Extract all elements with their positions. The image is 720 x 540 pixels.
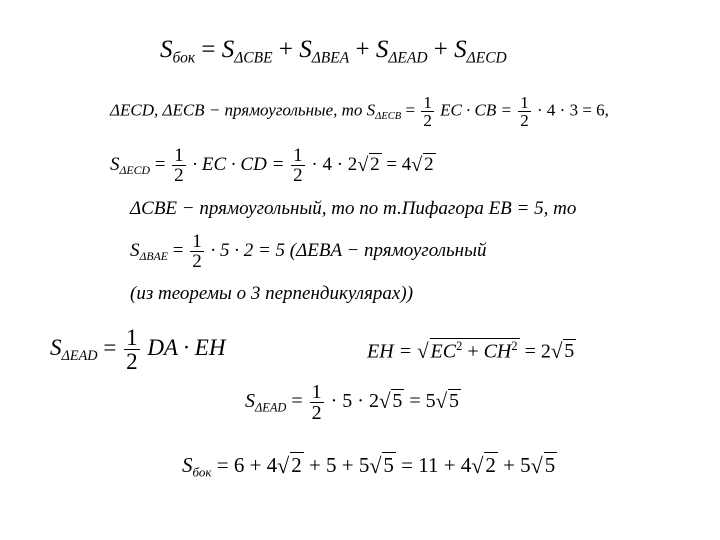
right-triangles-text: ΔECD, ΔECB − прямоугольные, то (110, 100, 367, 120)
fraction-one-half (518, 94, 531, 129)
equals-sign: = (172, 239, 184, 261)
result-expression: = 2 (524, 340, 551, 363)
area-subscript: ΔEAD (61, 347, 98, 364)
square-root: √ 5 (369, 453, 394, 479)
bae-area-equation (130, 232, 486, 271)
plus-sign: + (462, 340, 484, 363)
eh-lhs: EH = (367, 340, 413, 363)
sum-part: = 6 + 4 (216, 453, 278, 477)
equals-sign: = (103, 334, 117, 360)
radicand: 5 (392, 390, 403, 413)
square-root: √ 2 (411, 153, 434, 176)
area-symbol: S (110, 153, 120, 175)
term-s-ecd-sub: ΔECD (466, 49, 507, 67)
term-s-ead-sub: ΔEAD (388, 49, 428, 67)
ead-area-formula (50, 326, 225, 373)
fraction-one-half (190, 232, 204, 271)
denominator: 2 (174, 165, 184, 186)
fraction-one-half (291, 146, 305, 185)
square-root: √ 5 (550, 339, 575, 364)
plus-sign: + (433, 36, 448, 63)
lateral-subscript: бок (192, 464, 212, 480)
equals-sign: = (405, 100, 416, 120)
plus-sign: + (278, 36, 293, 63)
equals-sign: = (291, 390, 303, 413)
ecd-area-equation (110, 146, 436, 185)
lateral-subscript: бок (172, 49, 196, 67)
eh-length-equation (367, 338, 576, 363)
sum-part: + 5 + 5 (308, 453, 370, 477)
result-expression: · 5 · 2 = 5 (ΔEBA − прямоугольный (210, 239, 487, 261)
denominator: 2 (311, 402, 322, 424)
result-expression: = 5 (409, 390, 436, 413)
area-subscript: ΔBAE (139, 249, 168, 263)
term-s-ead: S (375, 36, 389, 63)
ecb-area-statement (110, 94, 609, 129)
numerator: 1 (520, 93, 529, 112)
denominator: 2 (520, 111, 529, 130)
denominator: 2 (423, 111, 432, 130)
area-symbol: S (182, 453, 193, 477)
equals-sign: = (154, 153, 166, 175)
term-s-bea-sub: ΔBEA (311, 49, 350, 67)
theorem-note-text: (из теоремы о 3 перпендикулярах)) (130, 283, 414, 304)
radicand: 2 (370, 153, 380, 175)
term-s-ecd: S (454, 36, 467, 63)
lateral-area-sum-equation (160, 36, 507, 67)
square-root: √ 5 (435, 389, 460, 414)
numerator: 1 (126, 325, 138, 350)
product-expression: · 5 · 2 (330, 390, 379, 413)
area-symbol: S (160, 36, 173, 63)
radicand: 5 (544, 453, 556, 477)
term-s-cbe: S (221, 36, 235, 63)
numerator: 1 (293, 145, 303, 166)
area-subscript: ΔECD (119, 163, 150, 177)
product-expression: EC · CB = (440, 100, 512, 120)
radicand: 5 (449, 390, 460, 413)
denominator: 2 (293, 165, 303, 186)
area-symbol: S (366, 100, 376, 120)
numerator: 1 (192, 231, 202, 252)
area-subscript: ΔEAD (255, 400, 287, 415)
numerator: 1 (174, 145, 184, 166)
numerator: 1 (423, 93, 432, 112)
term-s-cbe-sub: ΔCBE (234, 49, 273, 67)
product-expression: DA · EH (147, 334, 226, 360)
sum-part: = 11 + 4 (401, 453, 472, 477)
equals-sign: = (201, 36, 216, 63)
radicand: 2 (424, 153, 434, 175)
area-symbol: S (130, 239, 140, 261)
fraction-one-half (421, 94, 434, 129)
square-root: √ 5 (530, 453, 556, 479)
square-root: √ 2 (277, 453, 302, 479)
radicand-ec: EC (430, 340, 457, 363)
radicand: 2 (291, 453, 302, 477)
square-root: √ 2 (471, 453, 496, 479)
fraction-one-half (310, 382, 324, 423)
square-root: √ 2 (357, 153, 380, 176)
denominator: 2 (126, 349, 138, 374)
pythagoras-statement (130, 198, 576, 220)
radicand: 2 (485, 453, 496, 477)
plus-sign: + (355, 36, 370, 63)
square-root: √ 5 (378, 389, 403, 414)
ead-area-result (245, 382, 461, 423)
product-expression: · EC · CD = (192, 153, 285, 175)
radicand: 5 (383, 453, 394, 477)
lateral-area-final-result (182, 452, 557, 481)
term-s-bea: S (299, 36, 312, 63)
result-expression: = 4 (386, 153, 412, 175)
sum-part: + 5 (503, 453, 531, 477)
numerator: 1 (311, 381, 322, 403)
area-symbol: S (245, 390, 255, 413)
pythagoras-text: ΔCBE − прямоугольный, то по т.Пифагора EB = 5, то (130, 198, 577, 219)
product-expression: · 4 · 2 (311, 153, 358, 175)
exponent: 2 (511, 339, 518, 353)
area-subscript: ΔECB (375, 111, 402, 123)
fraction-one-half (124, 326, 140, 373)
square-root: √ $EC^2 + CH^2$ (417, 339, 518, 364)
exponent: 2 (456, 339, 463, 353)
result-expression: · 4 · 3 = 6, (537, 100, 609, 120)
three-perpendiculars-note (130, 283, 413, 305)
denominator: 2 (192, 251, 202, 272)
area-symbol: S (50, 334, 62, 360)
radicand: 5 (564, 340, 575, 363)
fraction-one-half (172, 146, 186, 185)
radicand-ch: CH (483, 340, 512, 363)
